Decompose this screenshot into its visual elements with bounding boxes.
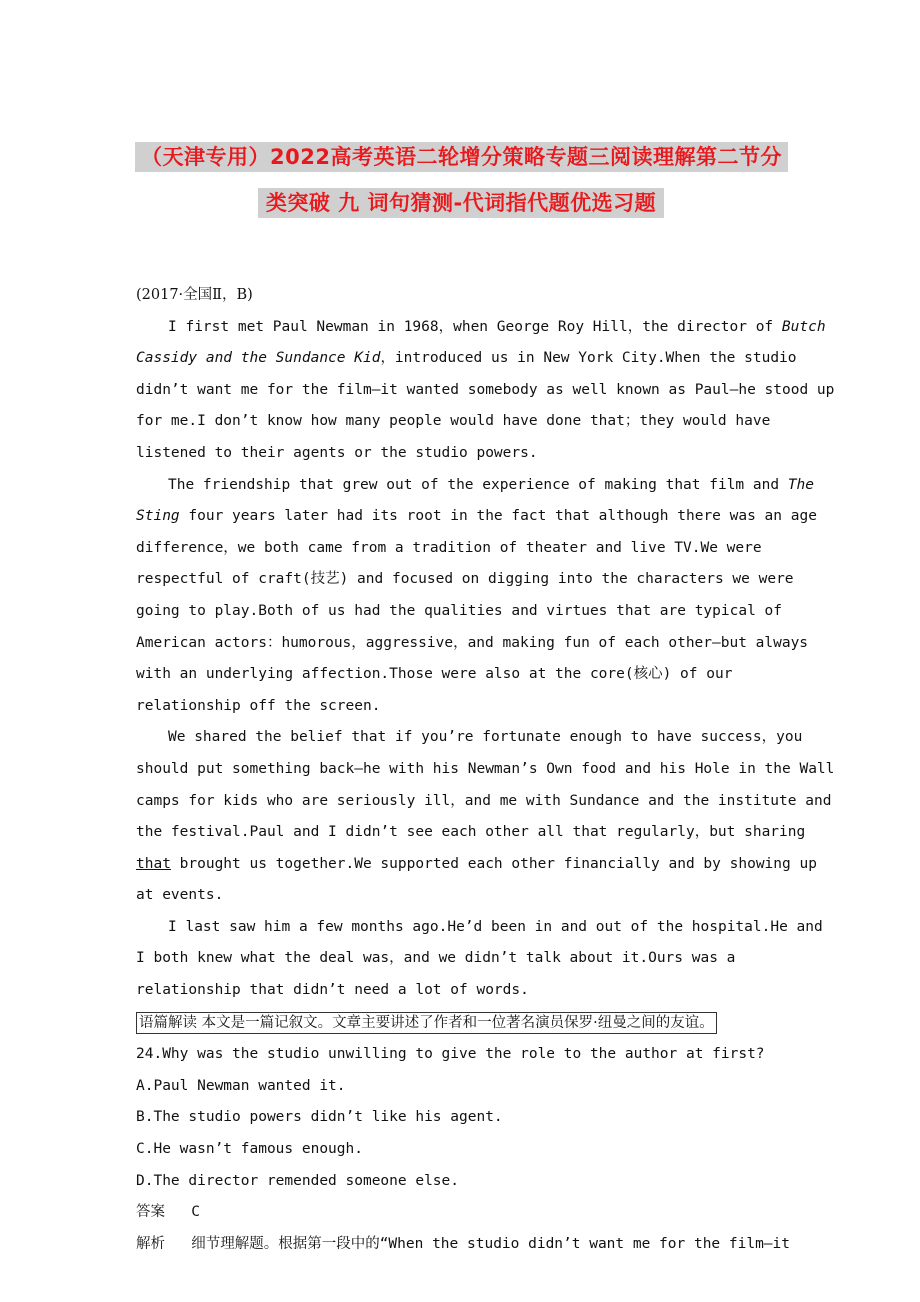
option-d: D.The director remended someone else.	[136, 1172, 460, 1189]
title-line-1: （天津专用）2022高考英语二轮增分策略专题三阅读理解第二节分	[135, 142, 788, 172]
paragraph-2-text-b: four years later had its root in the fact that although there was an age difference，we both came from a tradition of theater and live TV.We were respectful of craft(技艺) and focused on digging into the characters we were going to play.Both of us had the qualities and virtues that are typical of American actors：humorous，aggressive，and making fun of each other—but always with an underlying affection.Those were also at the core(核心) of our relationship off the screen.	[136, 508, 817, 714]
option-b: B.The studio powers didn’t like his agent.	[136, 1109, 503, 1126]
analysis-label: 解析	[136, 1235, 165, 1252]
paragraph-2	[136, 470, 836, 723]
paragraph-3	[136, 722, 836, 912]
option-c: C.He wasn’t famous enough.	[136, 1141, 363, 1158]
paragraph-1-text-b: ，introduced us in New York City.When the studio didn’t want me for the film—it wanted somebody as well known as Paul—he stood up for me.I don’t know how many people would have done that；they would have listened to their agents or the studio powers.	[136, 350, 835, 461]
paragraph-1	[136, 312, 836, 470]
paragraph-1-text-a: I first met Paul Newman in 1968，when George Roy Hill，the director of	[168, 318, 782, 335]
option-a: A.Paul Newman wanted it.	[136, 1077, 346, 1094]
title-line-2: 类突破 九 词句猜测-代词指代题优选习题	[258, 188, 664, 218]
document-body	[136, 280, 836, 1260]
question-stem: 24.Why was the studio unwilling to give the role to the author at first?	[136, 1046, 765, 1063]
passage-summary-box: 语篇解读 本文是一篇记叙文。文章主要讲述了作者和一位著名演员保罗·纽曼之间的友谊。	[136, 1012, 717, 1034]
answer-value: C	[191, 1204, 200, 1221]
answer-line	[136, 1197, 836, 1229]
answer-label: 答案	[136, 1204, 165, 1221]
underlined-word-that: that	[136, 855, 171, 872]
paragraph-4: I last saw him a few months ago.He’d been in and out of the hospital.He and I both knew what the deal was，and we didn’t talk about it.Ours was a relationship that didn’t need a lot of words.	[136, 918, 823, 999]
paragraph-3-text-a: We shared the belief that if you’re fortunate enough to have success，you should put something back—he with his Newman’s Own food and his Hole in the Wall camps for kids who are seriously ill，and me with Sundance and the institute and the festival.Paul and I didn’t see each other all that regularly，but sharing	[136, 729, 835, 841]
source-citation: (2017·全国Ⅱ，B)	[136, 287, 253, 303]
film-title-butch-cassidy: Butch Cassidy and the Sundance Kid	[136, 318, 826, 367]
paragraph-2-text-a: The friendship that grew out of the experience of making that film and	[168, 476, 788, 493]
film-title-the-sting: The Sting	[136, 476, 815, 525]
paragraph-3-text-b: brought us together.We supported each other financially and by showing up at events.	[136, 855, 817, 904]
analysis-line	[136, 1229, 836, 1261]
analysis-text: 细节理解题。根据第一段中的“When the studio didn’t want me for the film—it	[191, 1235, 790, 1252]
